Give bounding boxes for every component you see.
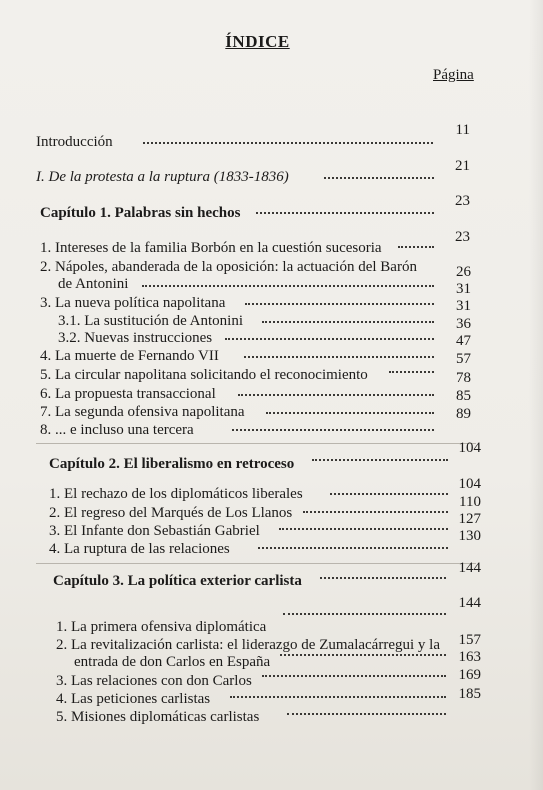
page-edge-shadow xyxy=(529,0,543,790)
dot-leader xyxy=(312,458,448,461)
toc-item: 5. Misiones diplomáticas carlistas xyxy=(56,709,260,725)
toc-item: 1. El rechazo de los diplomáticos liberales xyxy=(49,486,303,502)
toc-part-heading: I. De la protesta a la ruptura (1833-1836) xyxy=(36,169,289,185)
page-number: 11 xyxy=(455,122,470,138)
page-number: 185 xyxy=(458,686,481,702)
section-divider xyxy=(36,443,476,444)
toc-item: 7. La segunda ofensiva napolitana xyxy=(40,404,245,420)
toc-subitem: 3.1. La sustitución de Antonini xyxy=(58,313,243,329)
toc-item: 3. La nueva política napolitana xyxy=(40,295,226,311)
page-number: 169 xyxy=(458,667,481,683)
page-number: 104 xyxy=(458,440,481,456)
page-number: 144 xyxy=(458,595,481,611)
page-number: 31 xyxy=(456,281,471,297)
page-number: 104 xyxy=(458,476,481,492)
toc-entry-introduction: Introducción xyxy=(36,134,113,150)
page-number: 36 xyxy=(456,316,471,332)
toc-item: 3. Las relaciones con don Carlos xyxy=(56,673,252,689)
toc-item: 2. El regreso del Marqués de Los Llanos xyxy=(49,505,293,521)
page-number: 23 xyxy=(455,229,470,245)
toc-item: 4. La muerte de Fernando VII xyxy=(40,348,219,364)
toc-item: 1. Intereses de la familia Borbón en la cuestión sucesoria xyxy=(40,240,382,256)
dot-leader xyxy=(389,370,434,373)
dot-leader xyxy=(256,211,434,214)
toc-item: 2. Nápoles, abanderada de la oposición: la actuación del Barón xyxy=(40,259,417,275)
dot-leader xyxy=(143,141,433,144)
dot-leader xyxy=(303,510,448,513)
page-number: 47 xyxy=(456,333,471,349)
dot-leader xyxy=(262,674,446,677)
page-number: 89 xyxy=(456,406,471,422)
toc-item-continuation: de Antonini xyxy=(58,276,129,292)
page-title: ÍNDICE xyxy=(225,32,290,51)
page-number: 57 xyxy=(456,351,471,367)
dot-leader xyxy=(262,320,434,323)
page-number: 26 xyxy=(456,264,471,280)
toc-item: 8. ... e incluso una tercera xyxy=(40,422,194,438)
dot-leader xyxy=(398,245,434,248)
dot-leader xyxy=(324,176,434,179)
dot-leader xyxy=(330,492,448,495)
toc-item: 4. La ruptura de las relaciones xyxy=(49,541,230,557)
dot-leader xyxy=(320,576,446,579)
dot-leader xyxy=(283,612,446,615)
dot-leader xyxy=(266,411,434,414)
dot-leader xyxy=(245,302,434,305)
dot-leader xyxy=(238,393,434,396)
dot-leader xyxy=(232,428,434,431)
page-number: 130 xyxy=(458,528,481,544)
dot-leader xyxy=(230,695,446,698)
toc-item: 2. La revitalización carlista: el liderazgo de Zumalacárregui y la xyxy=(56,637,440,653)
page-number: 85 xyxy=(456,388,471,404)
dot-leader xyxy=(279,527,448,530)
toc-item-continuation: entrada de don Carlos en España xyxy=(74,654,271,670)
page-number: 31 xyxy=(456,298,471,314)
page-number: 78 xyxy=(456,370,471,386)
toc-chapter-heading: Capítulo 3. La política exterior carlista xyxy=(53,573,302,589)
toc-subitem: 3.2. Nuevas instrucciones xyxy=(58,330,213,346)
page-number: 163 xyxy=(458,649,481,665)
toc-item: 3. El Infante don Sebastián Gabriel xyxy=(49,523,260,539)
dot-leader xyxy=(287,712,446,715)
dot-leader xyxy=(280,653,446,656)
toc-chapter-heading: Capítulo 1. Palabras sin hechos xyxy=(40,205,241,221)
dot-leader xyxy=(225,337,434,340)
toc-chapter-heading: Capítulo 2. El liberalismo en retroceso xyxy=(49,456,295,472)
dot-leader xyxy=(258,546,448,549)
toc-item: 6. La propuesta transaccional xyxy=(40,386,216,402)
toc-item: 5. La circular napolitana solicitando el reconocimiento xyxy=(40,367,368,383)
section-divider xyxy=(36,563,476,564)
dot-leader xyxy=(244,355,434,358)
page-number: 157 xyxy=(458,632,481,648)
page-number: 110 xyxy=(459,494,481,510)
toc-item: 1. La primera ofensiva diplomática xyxy=(56,619,267,635)
toc-item: 4. Las peticiones carlistas xyxy=(56,691,211,707)
dot-leader xyxy=(142,284,434,287)
page-number: 144 xyxy=(458,560,481,576)
page-number: 23 xyxy=(455,193,470,209)
page-number: 21 xyxy=(455,158,470,174)
page-number: 127 xyxy=(458,511,481,527)
page-column-label: Página xyxy=(433,67,474,83)
